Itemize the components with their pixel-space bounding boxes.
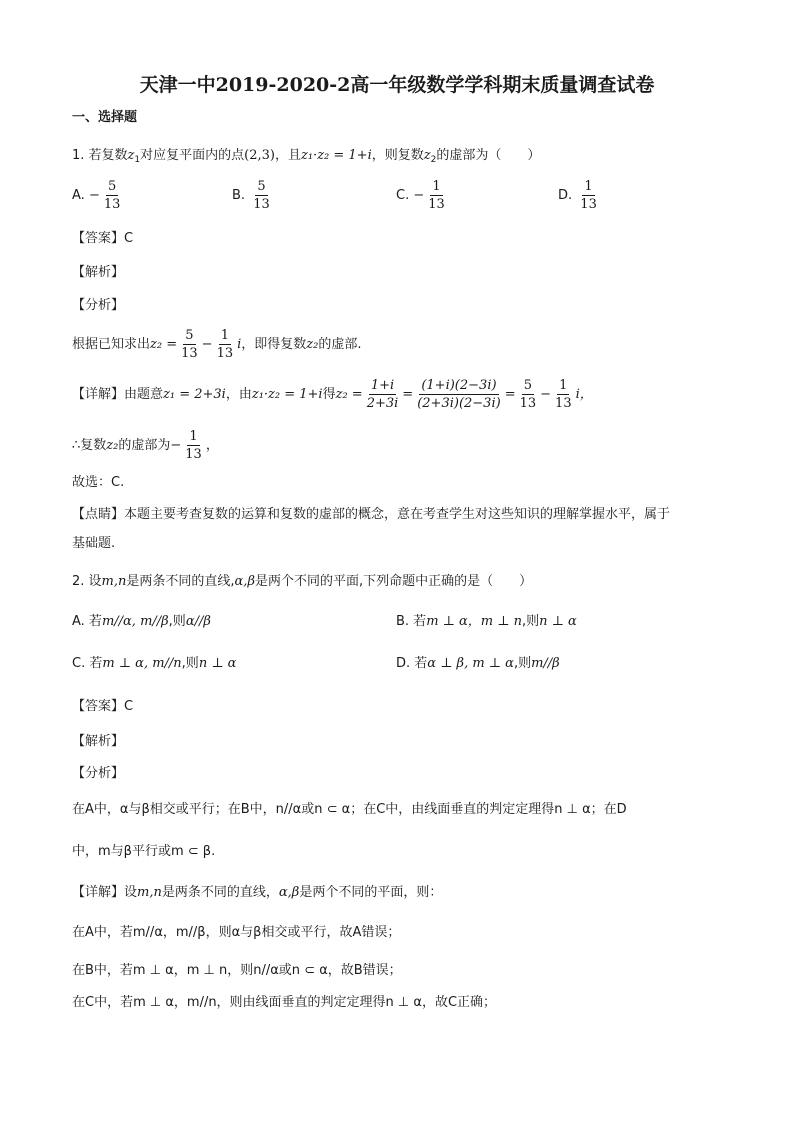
q2-detail-line1 [72, 883, 442, 903]
fraction [426, 178, 447, 213]
fraction [215, 327, 236, 362]
answer-value: C [124, 699, 134, 714]
numerator: 1 [559, 378, 568, 393]
q1-stem [72, 146, 540, 170]
minus-sign: − [201, 337, 213, 352]
denominator: 13 [519, 396, 537, 411]
q2-option-a [72, 612, 211, 632]
denominator: 13 [103, 197, 121, 212]
math-expr: z₂ = [335, 387, 363, 402]
math-expr: m ⊥ α, m//n [102, 656, 182, 671]
numerator: 1 [432, 179, 441, 194]
q1-stem-text: ，则复数 [371, 148, 424, 163]
comment-text: 本题主要考查复数的运算和复数的虚部的概念，意在考查学生对这些知识的理解掌握水平，属于 [124, 507, 671, 522]
q2-option-c [72, 654, 236, 674]
math-expr: n ⊥ α [198, 656, 237, 671]
q1-option-c [396, 178, 449, 213]
q2-analysis-tag: 【解析】 [72, 734, 125, 749]
q2-option-b [396, 612, 577, 632]
denominator: (2+3i)(2−3i) [417, 396, 501, 411]
numerator: 5 [107, 179, 117, 194]
math-expr: α,β [278, 885, 300, 900]
conclusion-text: ， [205, 438, 219, 453]
q1-fenxi-tag: 【分析】 [72, 298, 125, 313]
detail-tag: 【详解】 [72, 885, 125, 900]
fraction [183, 428, 204, 463]
option-label: C. [396, 188, 410, 203]
comment-tag: 【点睛】 [72, 507, 125, 522]
math-expr: α,β [234, 574, 255, 589]
equals-sign: = [402, 387, 414, 402]
q1-point: (2,3) [244, 148, 275, 163]
q2-fenxi-tag: 【分析】 [72, 766, 125, 781]
denominator: 13 [555, 396, 572, 411]
answer-tag: 【答案】 [72, 699, 125, 714]
minus-sign: − [170, 438, 182, 453]
q1-z2: z [423, 148, 431, 163]
math-expr: z₁ = 2+3i [163, 387, 226, 402]
equals-sign: = [504, 387, 516, 402]
numerator: 5 [523, 378, 532, 393]
numerator: 1+i [370, 378, 395, 393]
detail-text: ，由 [225, 387, 252, 402]
q2-fenxi-line2: 中，m与β平行或m ⊂ β. [72, 844, 216, 859]
q1-z1-sub: 1 [134, 155, 141, 165]
q2-option-d [396, 654, 560, 674]
answer-tag: 【答案】 [72, 231, 125, 246]
detail-text: 是两条不同的直线， [161, 885, 279, 900]
denominator: 13 [253, 197, 270, 212]
page-title: 天津一中2019-2020-2高一年级数学学科期末质量调查试卷 [139, 74, 655, 96]
math-expr: m,n [137, 885, 162, 900]
math-expr: i [237, 337, 242, 352]
detail-text: 设 [124, 885, 138, 900]
denominator: 2+3i [366, 396, 399, 411]
math-expr: α//β [185, 614, 211, 629]
q1-analysis-tag: 【解析】 [72, 265, 125, 280]
q1-stem-text: ，且 [274, 148, 301, 163]
numerator: 5 [185, 328, 194, 343]
q1-z2-sub: 2 [430, 155, 437, 165]
option-text: D. 若 [396, 656, 428, 671]
fenxi-text: ，即得复数 [241, 337, 307, 352]
fraction [179, 327, 200, 362]
q2-stem-text: 是两条不同的直线, [126, 574, 235, 589]
q2-detail-line3: 在B中，若m ⊥ α，m ⊥ n，则n//α或n ⊂ α，故B错误； [72, 963, 402, 978]
fraction [578, 178, 599, 213]
q1-comment [72, 505, 670, 525]
q2-stem-text: 2. 设 [72, 574, 102, 589]
math-expr: α ⊥ β, m ⊥ α [427, 656, 514, 671]
fenxi-text: 的虚部. [318, 337, 362, 352]
minus-sign: − [540, 387, 552, 402]
math-expr: z₂ [106, 438, 119, 453]
fraction [102, 178, 123, 213]
q1-stem-text: 对应复平面内的点 [140, 148, 245, 163]
denominator: 13 [216, 346, 234, 361]
numerator: 5 [257, 179, 266, 194]
option-label: B. [232, 188, 246, 203]
option-text: ,则 [181, 656, 199, 671]
numerator: (1+i)(2−3i) [421, 378, 497, 393]
denominator: 13 [580, 197, 597, 212]
fraction [251, 178, 272, 213]
conclusion-text: 的虚部为 [118, 438, 171, 453]
q2-answer [72, 697, 133, 717]
numerator: 1 [584, 179, 593, 194]
minus-sign: − [88, 188, 100, 203]
q2-stem [72, 572, 532, 592]
math-expr: i， [575, 387, 593, 402]
denominator: 13 [181, 346, 198, 361]
conclusion-text: ∴复数 [72, 438, 107, 453]
detail-text: 得 [322, 387, 336, 402]
q1-detail [72, 377, 593, 413]
math-expr: m//β [531, 656, 560, 671]
q1-fenxi [72, 327, 362, 363]
fraction [553, 377, 574, 412]
fraction [518, 377, 539, 412]
q1-conclusion [72, 428, 219, 464]
q2-stem-text: 是两个不同的平面,下列命题中正确的是（ ） [254, 574, 533, 589]
option-label: D. [558, 188, 573, 203]
q1-z1: z [127, 148, 135, 163]
detail-text: 是两个不同的平面，则： [299, 885, 443, 900]
option-text: ,则 [521, 614, 540, 629]
minus-sign: − [413, 188, 425, 203]
math-expr: n ⊥ α [539, 614, 577, 629]
math-expr: z₂ = [150, 337, 178, 352]
section-heading: 一、选择题 [72, 110, 138, 125]
answer-value: C [124, 231, 134, 246]
q1-option-d [558, 178, 601, 213]
q1-choose: 故选：C. [72, 475, 125, 490]
q1-option-a [72, 178, 124, 213]
option-label: A. [72, 188, 85, 203]
denominator: 13 [185, 447, 202, 462]
numerator: 1 [189, 429, 198, 444]
fraction [415, 377, 502, 412]
math-expr: z₂ [306, 337, 319, 352]
fenxi-text: 根据已知求出 [72, 337, 151, 352]
math-expr: m,n [101, 574, 127, 589]
math-expr: m ⊥ α，m ⊥ n [426, 614, 522, 629]
q1-product: z₁·z₂ = 1+i [301, 148, 372, 163]
detail-text: 由题意 [124, 387, 164, 402]
denominator: 13 [428, 197, 445, 212]
option-text: ,则 [513, 656, 532, 671]
fraction [365, 377, 401, 412]
option-text: B. 若 [396, 614, 427, 629]
q2-detail-line2: 在A中，若m//α，m//β，则α与β相交或平行，故A错误； [72, 925, 401, 940]
q1-comment-cont: 基础题. [72, 536, 116, 551]
math-expr: z₁·z₂ = 1+i [251, 387, 323, 402]
q1-answer [72, 229, 133, 249]
detail-tag: 【详解】 [72, 387, 125, 402]
q2-fenxi-line1: 在A中，α与β相交或平行；在B中，n//α或n ⊂ α；在C中，由线面垂直的判定定理得n ⊥ α；在D [72, 802, 627, 817]
option-text: C. 若 [72, 656, 103, 671]
option-text: ,则 [168, 614, 186, 629]
option-text: A. 若 [72, 614, 102, 629]
math-expr: m//α, m//β [101, 614, 169, 629]
q1-option-b [232, 178, 274, 213]
numerator: 1 [220, 328, 229, 343]
q1-stem-text: 1. 若复数 [72, 148, 128, 163]
q1-stem-text: 的虚部为（ ） [436, 148, 541, 163]
q2-detail-line4: 在C中，若m ⊥ α，m//n，则由线面垂直的判定定理得n ⊥ α，故C正确； [72, 995, 497, 1010]
